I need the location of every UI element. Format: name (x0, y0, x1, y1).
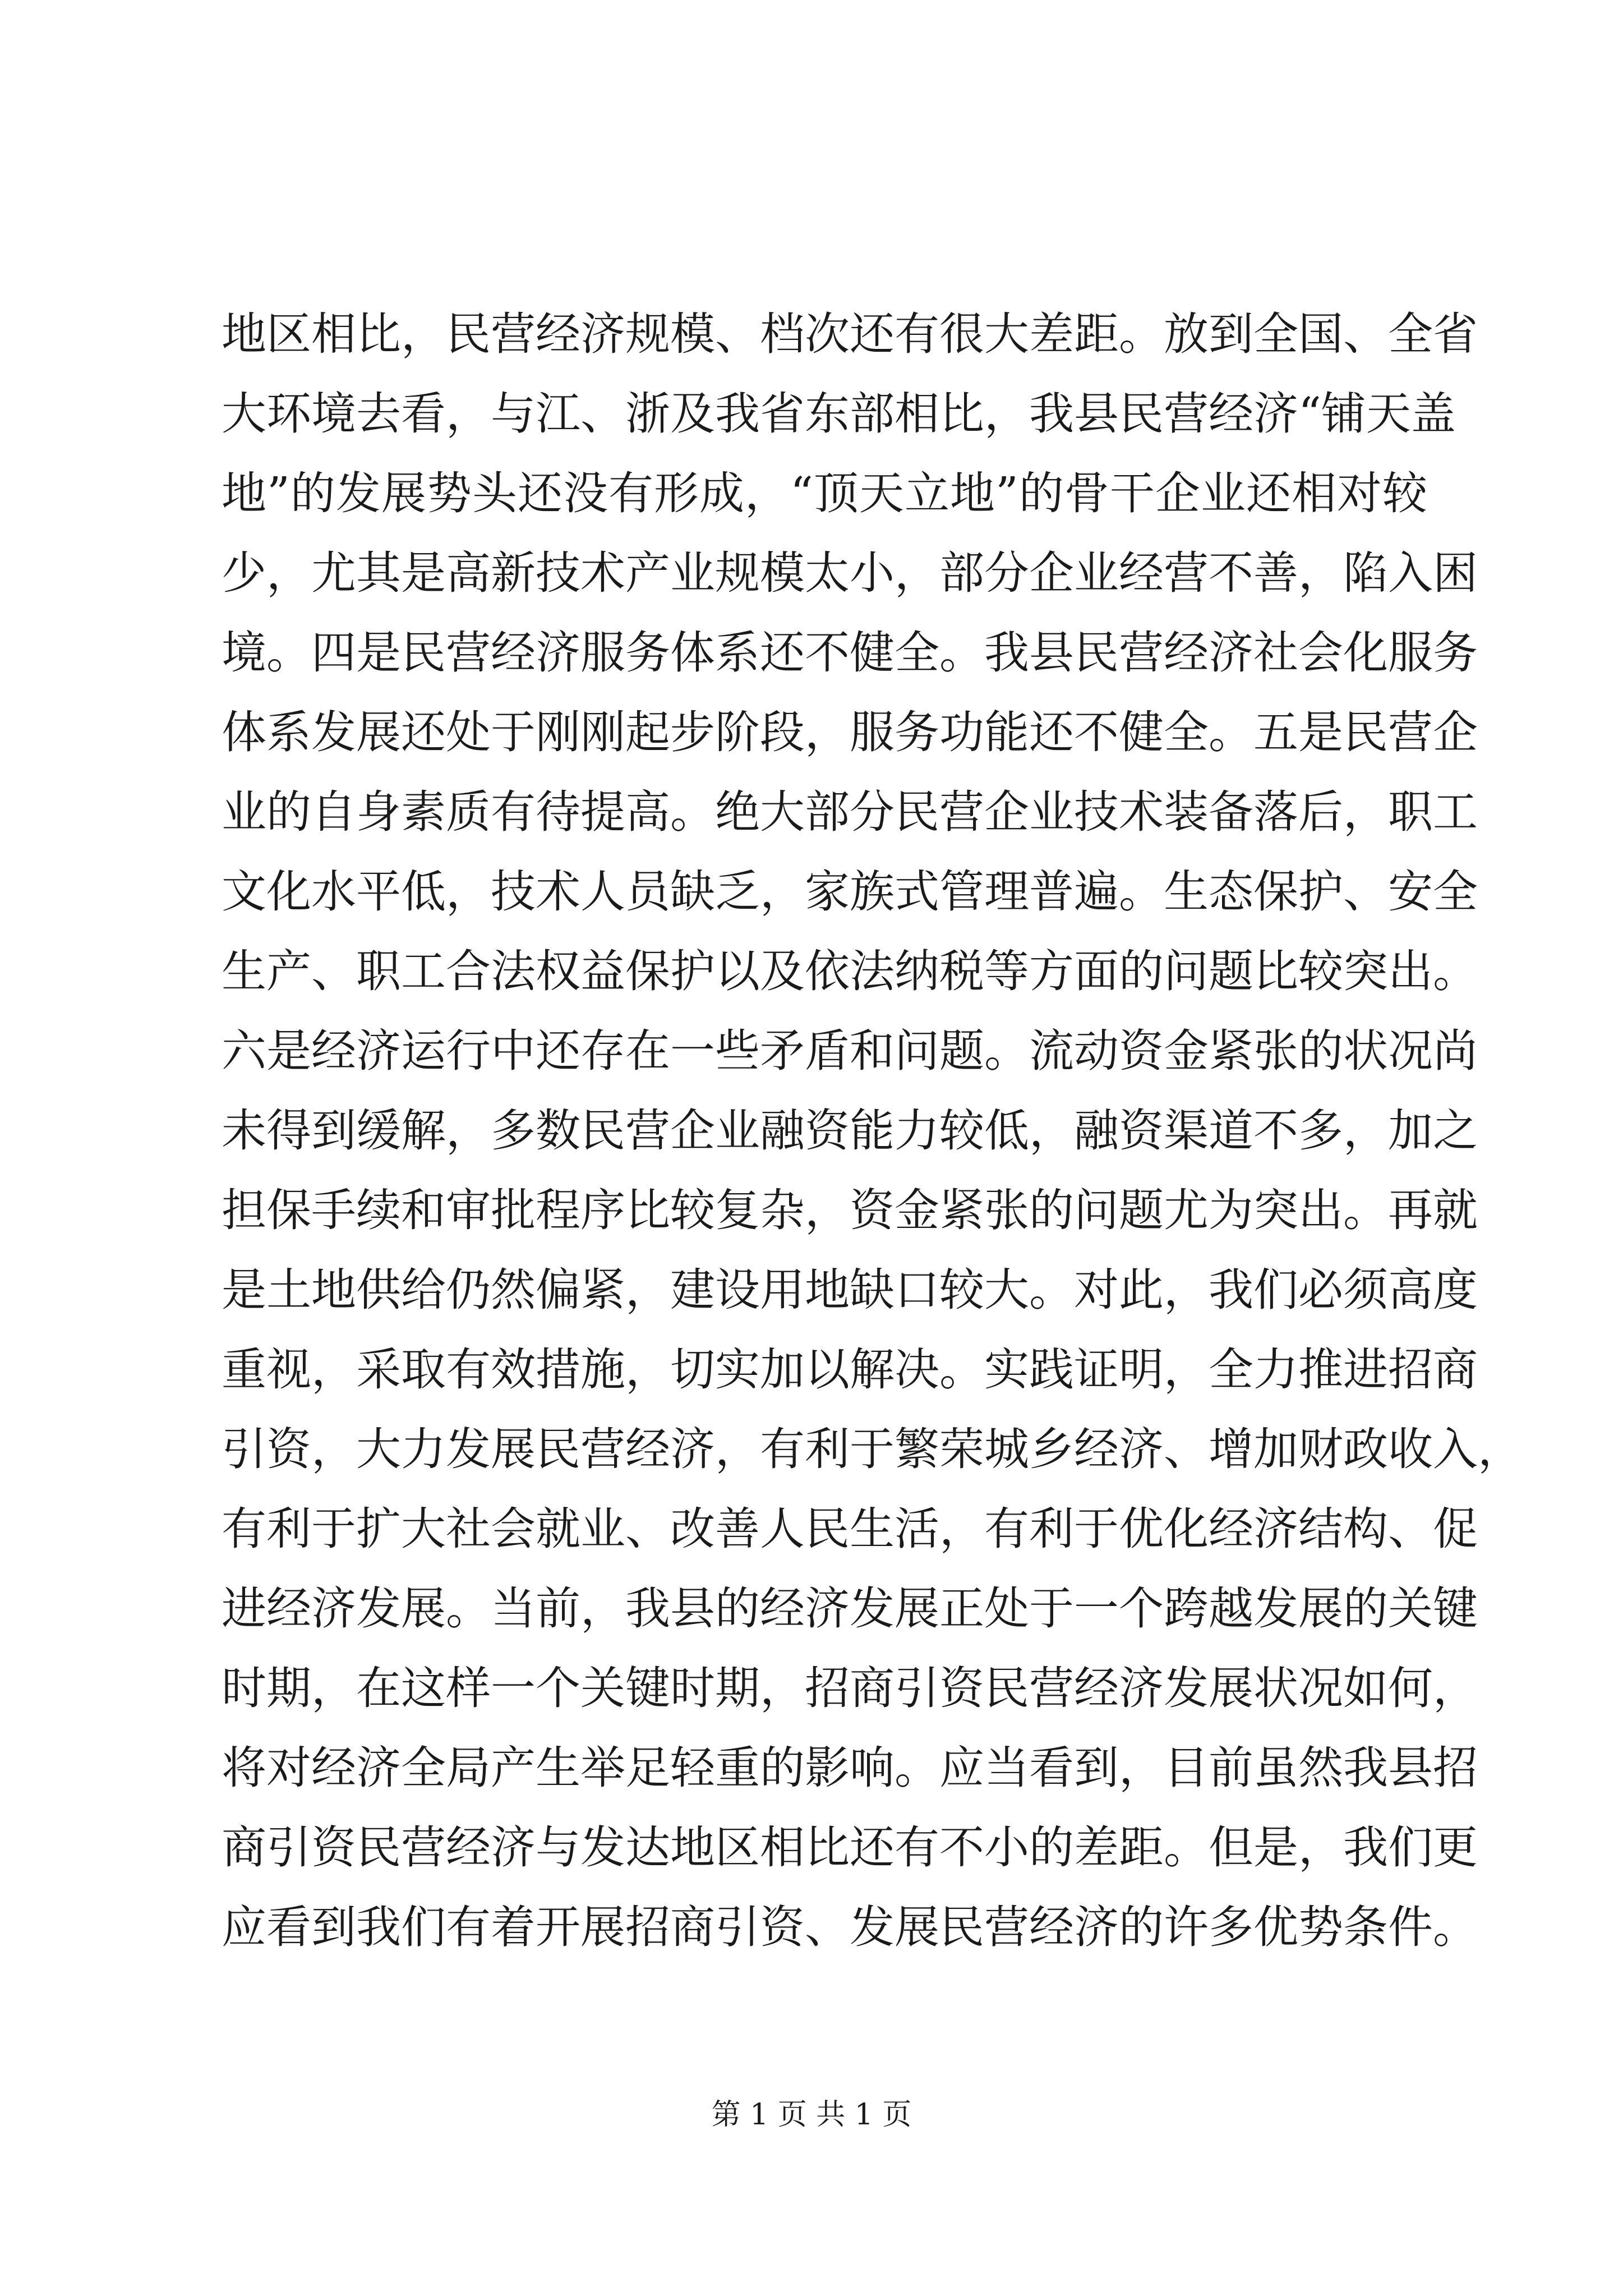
text-line: 生产、职工合法权益保护以及依法纳税等方面的问题比较突出。 (222, 945, 1478, 997)
text-line: 引资，大力发展民营经济，有利于繁荣城乡经济、增加财政收入， (222, 1423, 1523, 1475)
text-line: 地”的发展势头还没有形成，“顶天立地”的骨干企业还相对较 (222, 467, 1427, 519)
body-text (222, 295, 1523, 1967)
text-line: 时期，在这样一个关键时期，招商引资民营经济发展状况如何， (222, 1662, 1478, 1714)
text-line: 地区相比，民营经济规模、档次还有很大差距。放到全国、全省 (222, 308, 1478, 360)
text-line: 应看到我们有着开展招商引资、发展民营经济的许多优势条件。 (222, 1901, 1478, 1953)
text-line: 文化水平低，技术人员缺乏，家族式管理普遍。生态保护、安全 (222, 866, 1478, 918)
text-line: 少，尤其是高新技术产业规模太小，部分企业经营不善，陷入困 (222, 547, 1478, 599)
text-line: 未得到缓解，多数民营企业融资能力较低，融资渠道不多，加之 (222, 1105, 1478, 1157)
text-line: 有利于扩大社会就业、改善人民生活，有利于优化经济结构、促 (222, 1503, 1478, 1555)
text-line: 是土地供给仍然偏紧，建设用地缺口较大。对此，我们必须高度 (222, 1264, 1478, 1316)
text-line: 体系发展还处于刚刚起步阶段，服务功能还不健全。五是民营企 (222, 706, 1478, 758)
text-line: 担保手续和审批程序比较复杂，资金紧张的问题尤为突出。再就 (222, 1184, 1478, 1236)
text-line: 业的自身素质有待提高。绝大部分民营企业技术装备落后，职工 (222, 786, 1478, 838)
text-line: 大环境去看，与江、浙及我省东部相比，我县民营经济“铺天盖 (222, 388, 1456, 440)
text-line: 将对经济全局产生举足轻重的影响。应当看到，目前虽然我县招 (222, 1742, 1478, 1794)
page-number: 第 1 页 共 1 页 (711, 2098, 912, 2132)
text-line: 境。四是民营经济服务体系还不健全。我县民营经济社会化服务 (222, 627, 1478, 679)
text-line: 进经济发展。当前，我县的经济发展正处于一个跨越发展的关键 (222, 1582, 1478, 1635)
text-line: 商引资民营经济与发达地区相比还有不小的差距。但是，我们更 (222, 1821, 1478, 1874)
text-line: 重视，采取有效措施，切实加以解决。实践证明，全力推进招商 (222, 1343, 1478, 1396)
text-line: 六是经济运行中还存在一些矛盾和问题。流动资金紧张的状况尚 (222, 1025, 1478, 1077)
page-footer (0, 2095, 1623, 2134)
